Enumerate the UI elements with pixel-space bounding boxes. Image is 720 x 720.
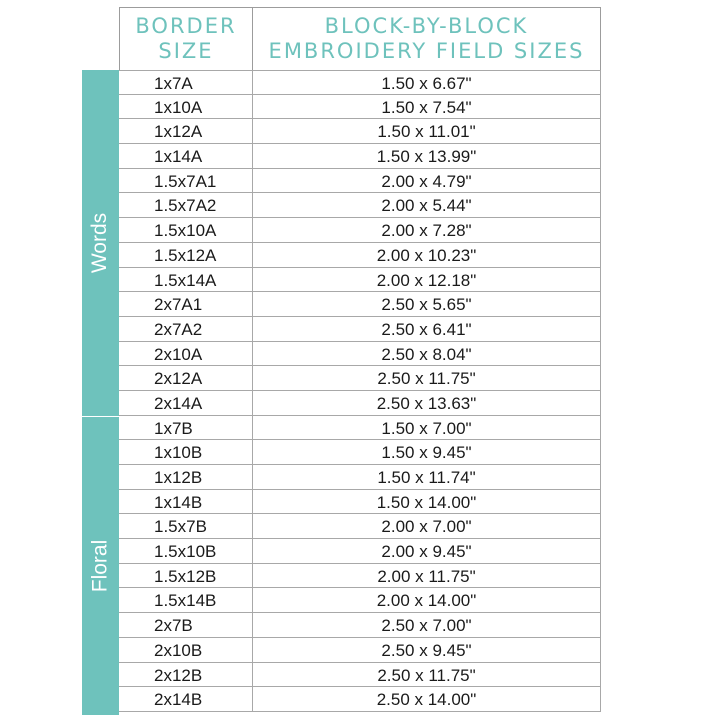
field-size-cell: 1.50 x 13.99"	[376, 147, 477, 167]
header-field-sizes-line1: BLOCK-BY-BLOCK	[324, 14, 529, 38]
category-label-words: Words	[88, 212, 112, 274]
field-size-cell: 1.50 x 7.54"	[381, 97, 472, 117]
table-row	[119, 366, 601, 391]
table-row	[119, 588, 601, 613]
header-field-sizes-line2: EMBROIDERY FIELD SIZES	[268, 39, 585, 63]
table-row	[119, 539, 601, 564]
border-size-cell: 1x12B	[154, 468, 203, 487]
table-row	[119, 70, 601, 95]
table-row	[119, 687, 601, 712]
field-size-cell: 2.00 x 7.00"	[381, 517, 472, 537]
border-size-cell: 1.5x7A1	[154, 171, 217, 191]
table-row	[119, 514, 601, 539]
border-size-cell: 1.5x7B	[154, 517, 207, 537]
field-size-cell: 1.50 x 11.74"	[377, 468, 476, 487]
border-size-cell: 2x10A	[154, 344, 203, 364]
border-size-cell: 1.5x10B	[154, 542, 217, 562]
table-row	[119, 317, 601, 342]
border-size-cell: 2x14B	[154, 690, 203, 710]
field-size-cell: 2.00 x 12.18"	[376, 270, 477, 290]
field-size-cell: 1.50 x 9.45"	[381, 443, 472, 463]
table-row	[119, 490, 601, 515]
border-size-cell: 2x10B	[154, 640, 203, 660]
category-band-floral	[82, 417, 119, 715]
border-size-cell: 1x7A	[154, 74, 193, 93]
table-row	[119, 391, 601, 416]
field-size-cell: 2.00 x 7.28"	[381, 221, 472, 241]
table-row	[119, 119, 601, 144]
table-row	[119, 95, 601, 120]
table-row	[119, 218, 601, 243]
table-row	[119, 144, 601, 169]
field-size-cell: 2.50 x 8.04"	[381, 344, 472, 364]
field-size-cell: 2.50 x 5.65"	[381, 295, 472, 315]
field-size-cell: 2.00 x 14.00"	[376, 591, 477, 611]
table-row	[119, 638, 601, 663]
border-size-cell: 1x7B	[154, 418, 193, 438]
table-row	[119, 564, 601, 589]
border-size-cell: 1.5x7A2	[154, 196, 217, 216]
header-border-size-line2: SIZE	[158, 39, 214, 63]
border-size-cell: 1x14A	[154, 147, 203, 167]
field-size-cell: 2.50 x 7.00"	[381, 616, 472, 636]
border-size-cell: 1.5x12B	[154, 566, 217, 586]
header-field-sizes	[252, 7, 601, 71]
field-size-cell: 2.00 x 9.45"	[381, 542, 472, 562]
table-row	[119, 440, 601, 465]
border-size-cell: 2x7A1	[154, 295, 203, 315]
category-label-floral: Floral	[88, 539, 112, 593]
field-size-cell: 2.00 x 4.79"	[381, 171, 472, 191]
field-size-cell: 2.50 x 11.75"	[377, 665, 476, 685]
border-size-cell: 2x12A	[154, 369, 203, 389]
border-size-cell: 2x12B	[154, 665, 203, 685]
border-size-cell: 1x10A	[154, 97, 203, 117]
field-size-cell: 2.50 x 9.45"	[381, 640, 472, 660]
border-size-cell: 1.5x14A	[154, 270, 217, 290]
table-row	[119, 342, 601, 367]
border-size-cell: 1x14B	[154, 492, 203, 512]
table-body	[119, 70, 601, 712]
border-size-cell: 1x10B	[154, 443, 203, 463]
field-size-cell: 1.50 x 7.00"	[381, 418, 472, 438]
border-size-cell: 1.5x14B	[154, 591, 217, 611]
table-row	[119, 169, 601, 194]
header-border-size	[119, 7, 253, 71]
table-row	[119, 416, 601, 441]
table-row	[119, 292, 601, 317]
table-row	[119, 243, 601, 268]
field-size-cell: 1.50 x 6.67"	[381, 74, 472, 93]
table-row	[119, 613, 601, 638]
table-row	[119, 268, 601, 293]
category-band-words	[82, 70, 119, 417]
field-size-cell: 2.50 x 14.00"	[376, 690, 477, 710]
field-size-cell: 2.50 x 6.41"	[381, 319, 472, 339]
field-size-cell: 2.00 x 5.44"	[381, 196, 472, 216]
border-size-cell: 1.5x10A	[154, 221, 217, 241]
border-size-cell: 1x12A	[154, 122, 203, 142]
field-size-cell: 2.50 x 13.63"	[376, 393, 477, 413]
field-size-cell: 2.00 x 11.75"	[377, 566, 476, 586]
border-size-cell: 1.5x12A	[154, 245, 217, 265]
header-border-size-line1: BORDER	[135, 14, 237, 38]
table-row	[119, 465, 601, 490]
field-size-cell: 1.50 x 14.00"	[376, 492, 477, 512]
border-size-cell: 2x14A	[154, 393, 203, 413]
border-size-cell: 2x7A2	[154, 319, 203, 339]
field-size-cell: 2.00 x 10.23"	[376, 245, 477, 265]
field-size-cell: 1.50 x 11.01"	[377, 122, 476, 142]
border-size-cell: 2x7B	[154, 616, 193, 636]
table-row	[119, 663, 601, 688]
table-row	[119, 193, 601, 218]
field-size-cell: 2.50 x 11.75"	[377, 369, 476, 389]
